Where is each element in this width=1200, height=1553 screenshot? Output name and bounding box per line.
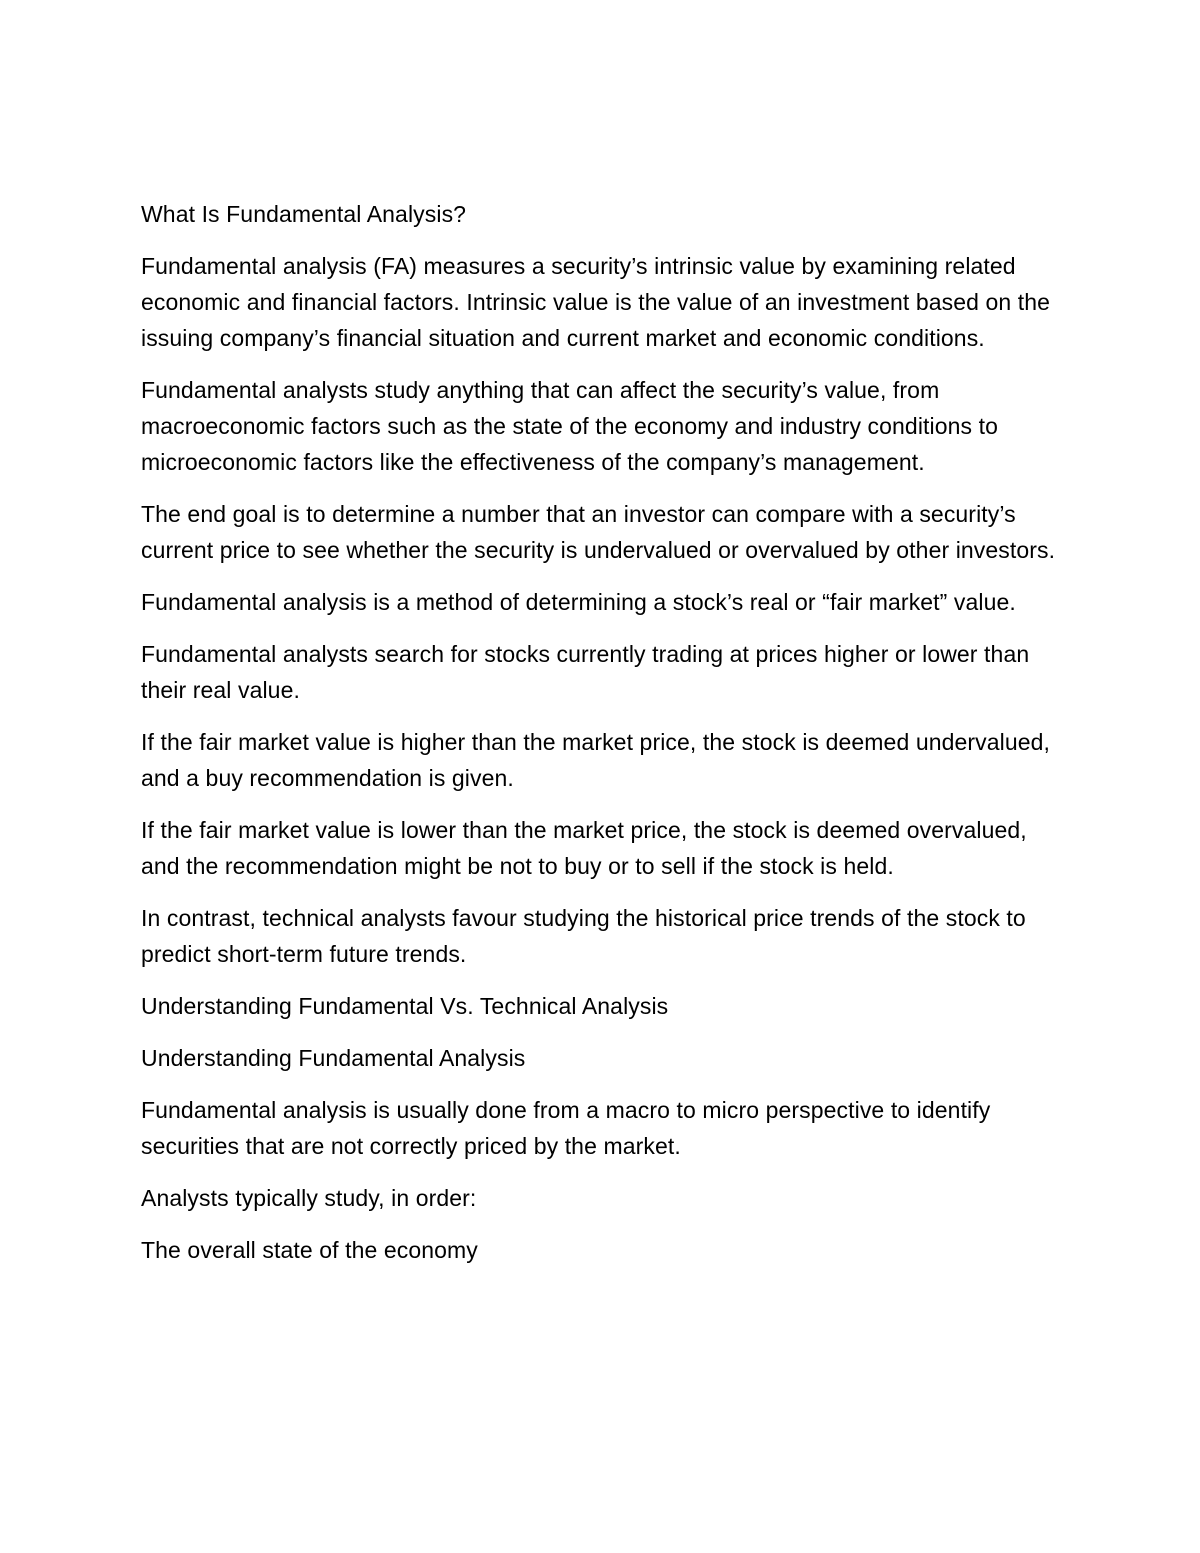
paragraph-method: Fundamental analysis is a method of determining a stock’s real or “fair market” value. <box>141 589 1016 615</box>
paragraph-undervalued: If the fair market value is higher than the market price, the stock is deemed undervalued, and a buy recommendation is given. <box>141 729 1051 791</box>
paragraph-analysts-study: Fundamental analysts study anything that can affect the security’s value, from macroeconomic factors such as the state of the economy and industry conditions to microeconomic factors like the effectiveness of the company’s management. <box>141 377 998 475</box>
paragraph-state-of-economy: The overall state of the economy <box>141 1237 478 1263</box>
heading-fundamental-vs-technical: Understanding Fundamental Vs. Technical Analysis <box>141 993 669 1019</box>
paragraph-definition: Fundamental analysis (FA) measures a security’s intrinsic value by examining related economic and financial factors. Intrinsic value is the value of an investment based on the issuing company’s financial situation and current market and economic conditions. <box>141 253 1051 351</box>
heading-understanding-fundamental: Understanding Fundamental Analysis <box>141 1045 526 1071</box>
paragraph-study-order: Analysts typically study, in order: <box>141 1185 477 1211</box>
paragraph-technical-contrast: In contrast, technical analysts favour studying the historical price trends of the stock to predict short-term future trends. <box>141 905 1026 967</box>
paragraph-end-goal: The end goal is to determine a number that an investor can compare with a security’s current price to see whether the security is undervalued or overvalued by other investors. <box>141 501 1056 563</box>
paragraph-macro-to-micro: Fundamental analysis is usually done from a macro to micro perspective to identify securities that are not correctly priced by the market. <box>141 1097 991 1159</box>
paragraph-overvalued: If the fair market value is lower than the market price, the stock is deemed overvalued, and the recommendation might be not to buy or to sell if the stock is held. <box>141 817 1027 879</box>
document-body <box>141 196 1071 1284</box>
paragraph-search-stocks: Fundamental analysts search for stocks currently trading at prices higher or lower than their real value. <box>141 641 1030 703</box>
heading-what-is-fundamental-analysis: What Is Fundamental Analysis? <box>141 201 467 227</box>
